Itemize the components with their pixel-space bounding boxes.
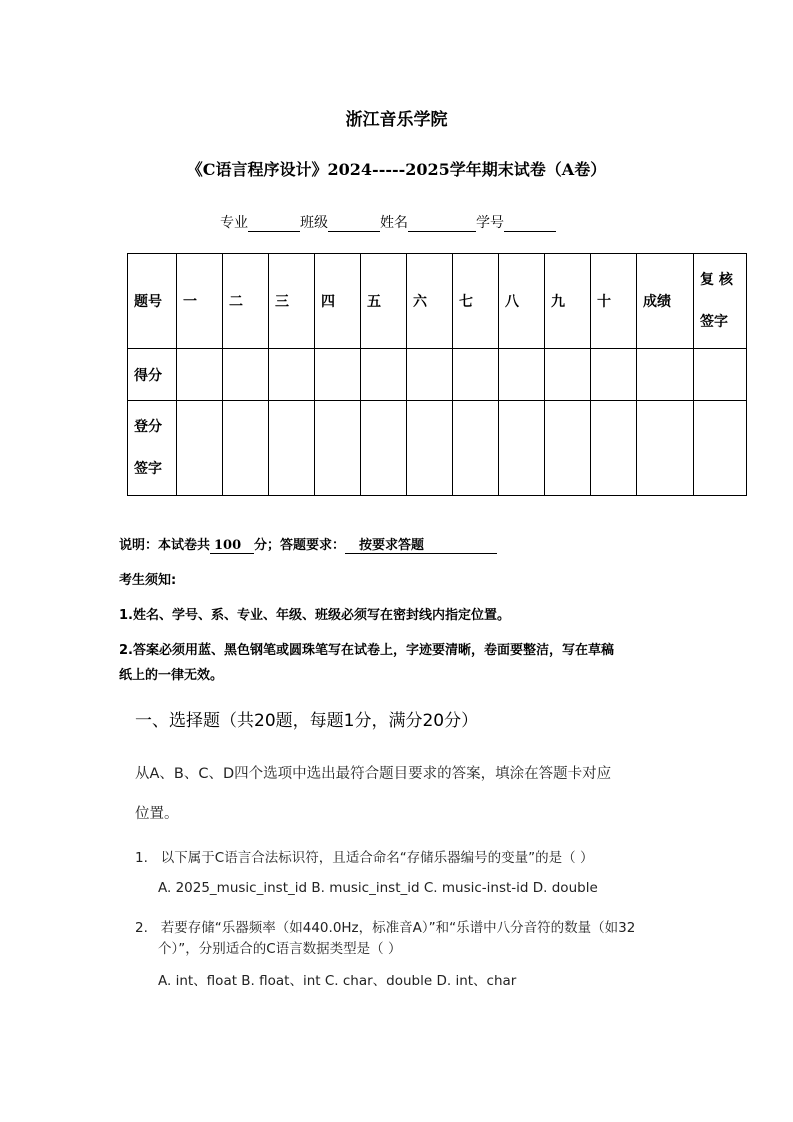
instructions-label: 说明：本试卷共 (119, 538, 211, 553)
score-cell[interactable] (315, 349, 361, 401)
sign-cell[interactable] (223, 401, 269, 496)
question-1 (135, 846, 593, 866)
header-cell: 九 (545, 254, 591, 349)
notice-item-2: 2.答案必须用蓝、黑色钢笔或圆珠笔写在试卷上，字迹要清晰，卷面要整洁，写在草稿 (119, 643, 614, 658)
score-cell[interactable] (177, 349, 223, 401)
header-cell (694, 254, 747, 349)
sign-cell[interactable] (694, 401, 747, 496)
sign-cell[interactable] (361, 401, 407, 496)
header-cell: 成绩 (637, 254, 694, 349)
header-cell: 六 (407, 254, 453, 349)
review-label: 复 核 (700, 272, 733, 288)
section-title: 一、选择题（共20题，每题1分，满分20分） (135, 711, 479, 731)
score-cell[interactable] (407, 349, 453, 401)
score-cell[interactable] (453, 349, 499, 401)
sign-cell[interactable] (591, 401, 637, 496)
major-label: 专业 (220, 215, 248, 231)
score-cell[interactable] (499, 349, 545, 401)
score-cell[interactable] (637, 349, 694, 401)
signature-row (128, 401, 747, 496)
signature-label (128, 401, 177, 496)
school-name: 浙江音乐学院 (345, 110, 448, 130)
notice-title: 考生须知: (119, 573, 177, 588)
class-label: 班级 (300, 215, 328, 231)
notice-item-1: 1.姓名、学号、系、专业、年级、班级必须写在密封线内指定位置。 (119, 608, 510, 623)
question-text: 若要存储“乐器频率（如440.0Hz，标准音A）”和“乐谱中八分音符的数量（如32 (160, 920, 636, 936)
header-row (128, 254, 747, 349)
notice-item-2-cont: 纸上的一律无效。 (119, 668, 224, 683)
total-score: 100 (210, 538, 254, 554)
header-cell: 一 (177, 254, 223, 349)
header-cell: 三 (269, 254, 315, 349)
header-cell: 二 (223, 254, 269, 349)
score-cell[interactable] (361, 349, 407, 401)
sign-cell[interactable] (545, 401, 591, 496)
major-field[interactable] (248, 215, 300, 232)
id-field[interactable] (504, 215, 556, 232)
section-intro: 从A、B、C、D四个选项中选出最符合题目要求的答案，填涂在答题卡对应 (135, 766, 612, 782)
sign-cell[interactable] (315, 401, 361, 496)
header-cell: 八 (499, 254, 545, 349)
student-info-line (220, 212, 556, 232)
sign-label: 签字 (134, 461, 162, 477)
sign-cell[interactable] (407, 401, 453, 496)
question-options: A. int、float B. float、int C. char、double D. int、char (158, 973, 517, 989)
sign-cell[interactable] (269, 401, 315, 496)
question-options: A. 2025_music_inst_id B. music_inst_id C. music-inst-id D. double (158, 880, 598, 896)
score-cell[interactable] (545, 349, 591, 401)
question-2 (135, 916, 635, 936)
score-cell[interactable] (694, 349, 747, 401)
sign-cell[interactable] (499, 401, 545, 496)
instructions-line (119, 534, 497, 554)
question-text: 以下属于C语言合法标识符，且适合命名“存储乐器编号的变量”的是（ ） (160, 850, 594, 866)
score-cell[interactable] (269, 349, 315, 401)
name-label: 姓名 (380, 215, 408, 231)
name-field[interactable] (408, 215, 476, 232)
class-field[interactable] (328, 215, 380, 232)
requirement-value: 按要求答题 (345, 534, 497, 554)
score-label: 得分 (128, 349, 177, 401)
header-cell: 四 (315, 254, 361, 349)
question-number: 1. (135, 850, 148, 866)
header-cell: 题号 (128, 254, 177, 349)
score-cell[interactable] (591, 349, 637, 401)
header-cell: 十 (591, 254, 637, 349)
record-label: 登分 (134, 419, 162, 435)
header-cell: 五 (361, 254, 407, 349)
question-text-cont: 个）”，分别适合的C语言数据类型是（ ） (158, 941, 402, 957)
sign-label: 签字 (700, 314, 728, 330)
question-number: 2. (135, 920, 148, 936)
sign-cell[interactable] (453, 401, 499, 496)
sign-cell[interactable] (177, 401, 223, 496)
section-intro-cont: 位置。 (135, 806, 179, 822)
score-row (128, 349, 747, 401)
score-table (127, 253, 747, 496)
id-label: 学号 (476, 215, 504, 231)
header-cell: 七 (453, 254, 499, 349)
exam-title: 《C语言程序设计》2024-----2025学年期末试卷（A卷） (186, 160, 607, 179)
score-cell[interactable] (223, 349, 269, 401)
requirement-label: 分；答题要求： (254, 538, 346, 553)
sign-cell[interactable] (637, 401, 694, 496)
